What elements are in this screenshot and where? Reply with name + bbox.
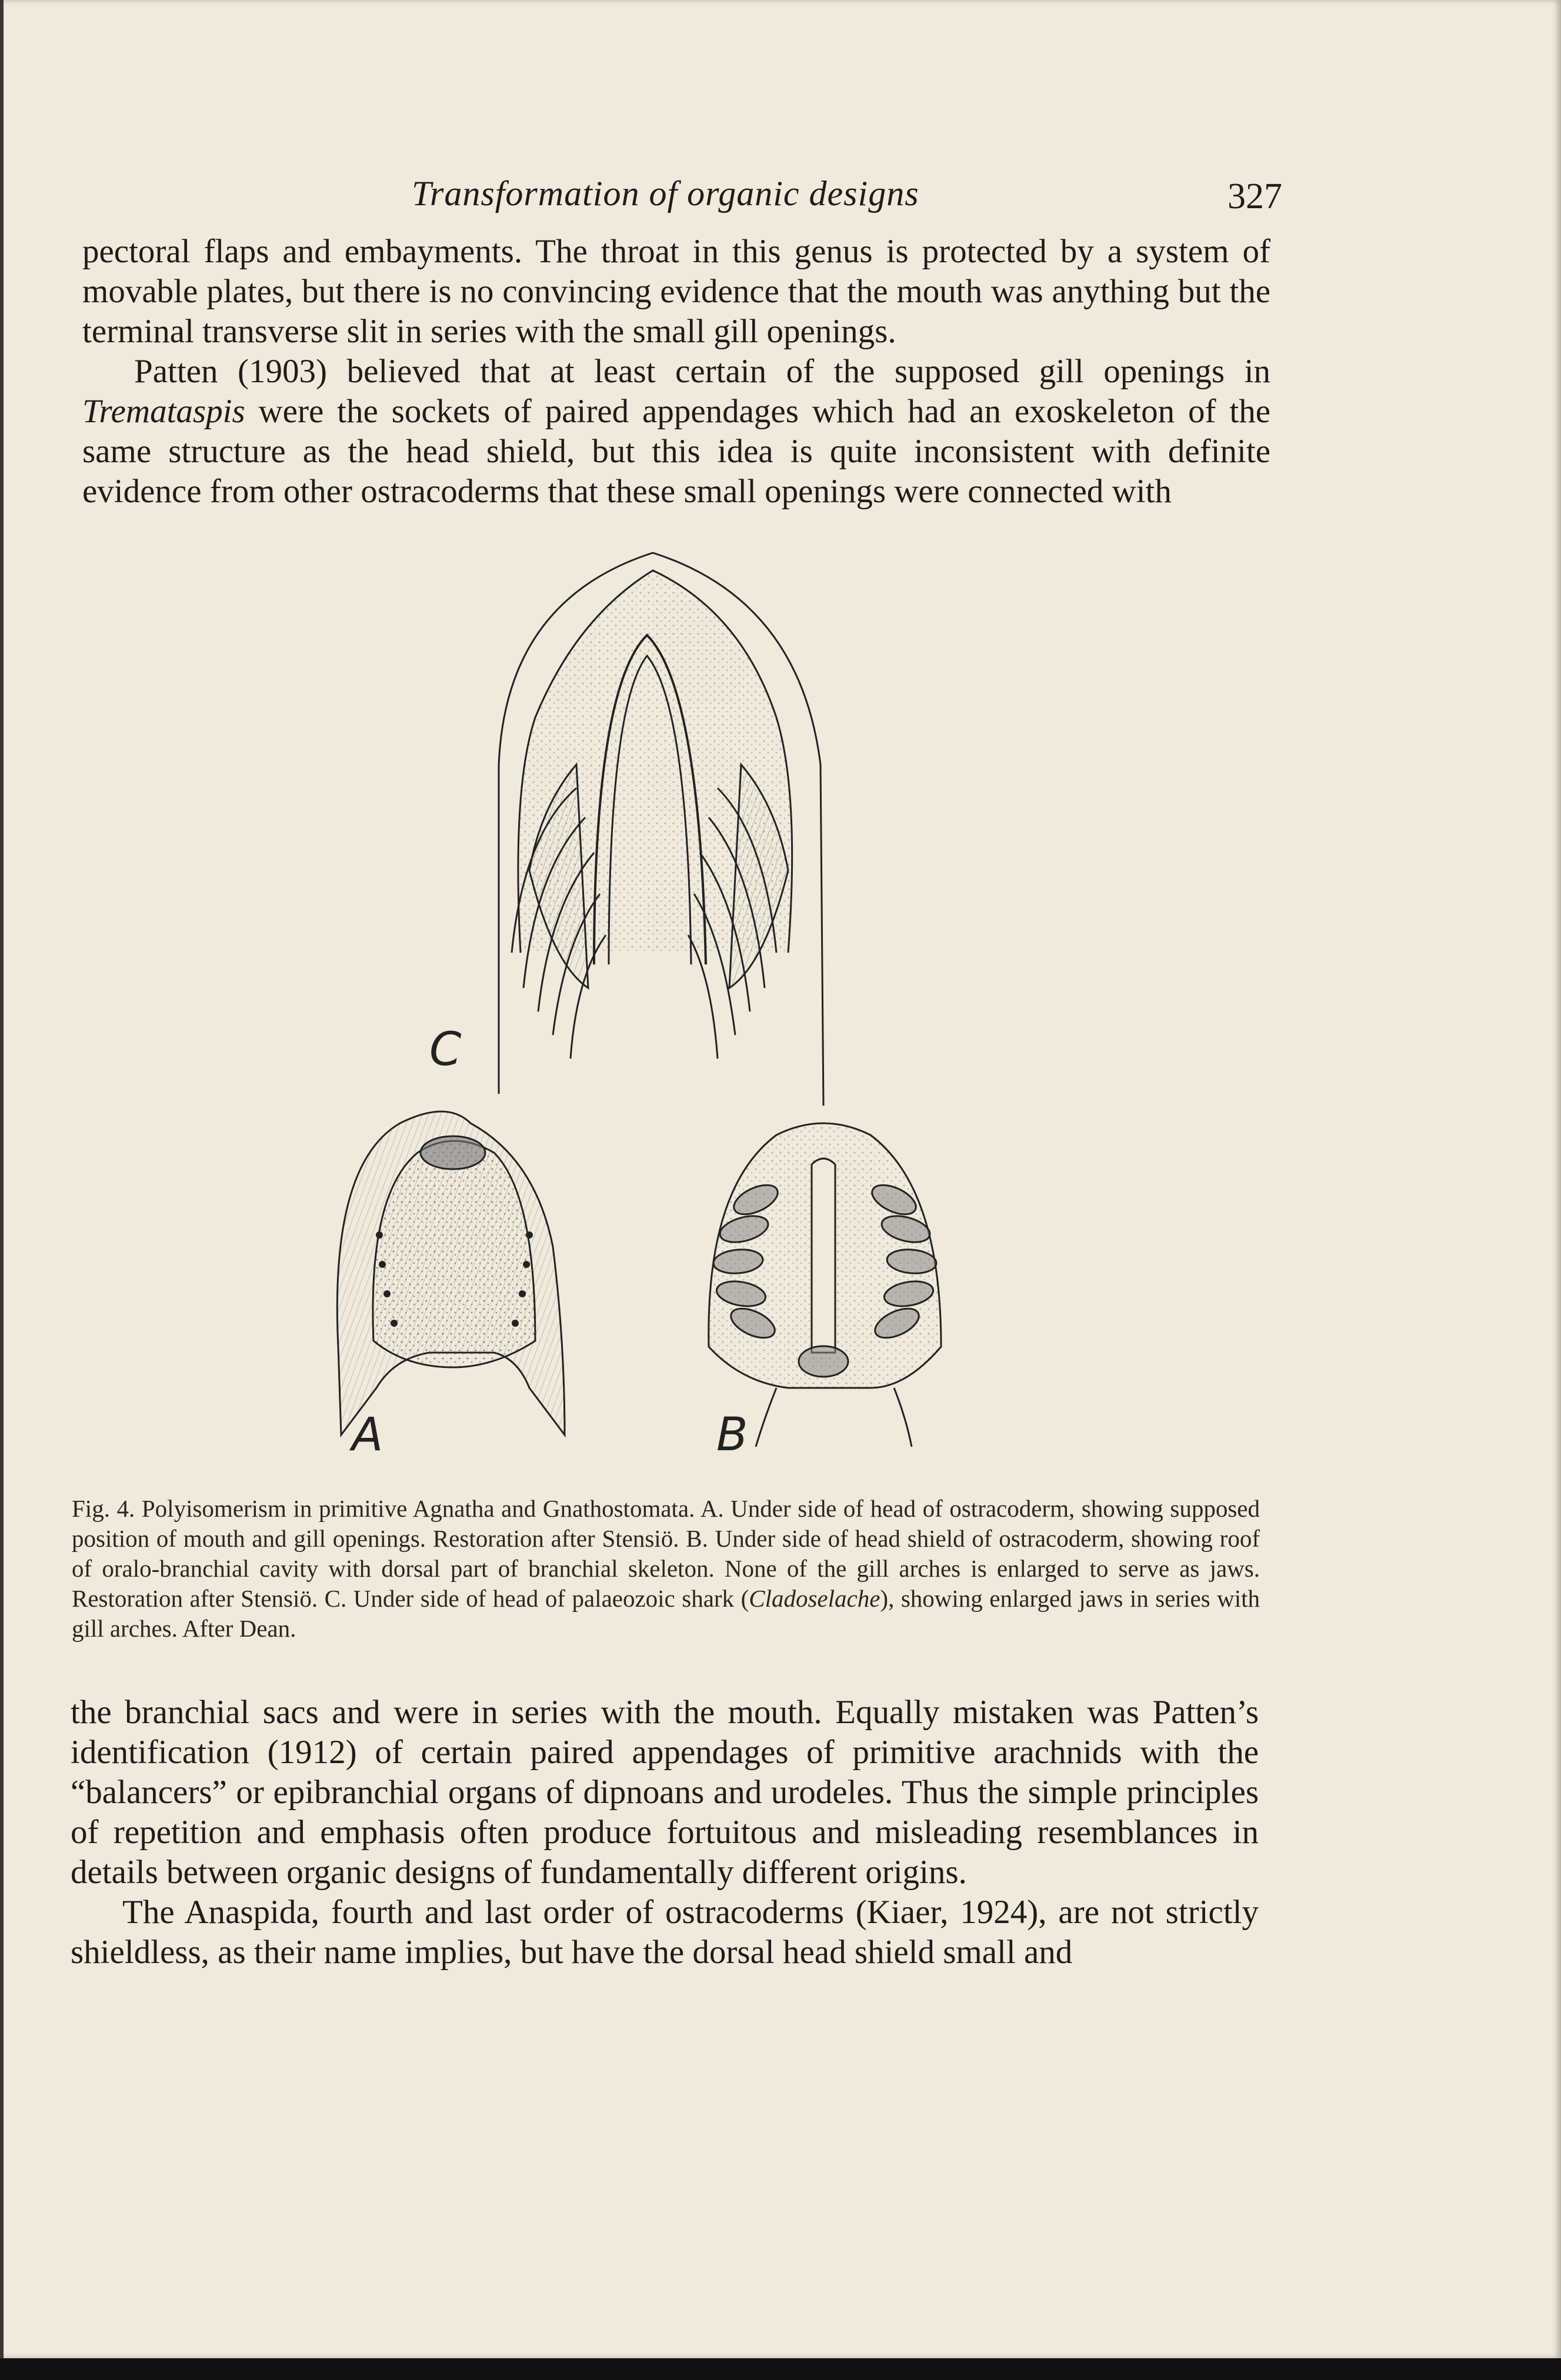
figure-label-b: B [716, 1408, 748, 1461]
drawing-c-shark-head [499, 553, 823, 1106]
paragraph-text: were the sockets of paired appendages which had an exoskeleton of the same structure as the head shield, but this idea is quite inconsistent with definite evidence from other ostracoderms that these small openings were connected with [82, 393, 1270, 510]
paragraph: The Anaspida, fourth and last order of ostracoderms (Kiaer, 1924), are not strictly shieldless, as their name implies, but have the dorsal head shield small and [71, 1894, 1259, 1971]
caption-text: Fig. 4. Polyisomerism in primitive Agnatha and Gnathostomata. A. Under side of head of ostracoderm, showing supposed position of mouth and gill openings. Restoration after Stensiö. B. Under side of head shield of ostracoderm, showing roof of oralo-branchial cavity with dorsal part of branchial skeleton. None of the gill arches is enlarged to serve as jaws. Restoration after Stensiö. C. Under side of head of palaeozoic shark ( [72, 1495, 1260, 1612]
page-left-edge [0, 0, 4, 2358]
running-title: Transformation of organic designs [412, 174, 919, 213]
drawing-b-head-shield [709, 1123, 941, 1447]
page-number: 327 [1228, 176, 1282, 216]
figure-label-a: A [352, 1408, 383, 1461]
top-text-block [82, 232, 1270, 512]
paragraph [82, 352, 1270, 512]
caption-text: ), showing enlarged jaws in series with gill arches. After Dean. [72, 1585, 1260, 1642]
figure-illustration [318, 541, 1023, 1494]
drawing-a-ostracoderm-head [337, 1111, 565, 1435]
figure-4 [318, 541, 1023, 1494]
figure-label-c: C [429, 1023, 462, 1076]
genus-name: Trematаspis [82, 393, 245, 430]
paragraph: pectoral flaps and embayments. The throat in this genus is protected by a system of movable plates, but there is no convincing evidence that the mouth was anything but the terminal transverse slit in series with the small gill openings. [82, 233, 1270, 350]
caption-genus: Cladoselache [749, 1585, 880, 1612]
paragraph-text: Patten (1903) believed that at least certain of the supposed gill openings in [134, 353, 1270, 390]
figure-caption [72, 1494, 1260, 1644]
paragraph: the branchial sacs and were in series with the mouth. Equally mistaken was Patten’s identification (1912) of certain paired appendages of primitive arachnids with the “balancers” or epibranchial organs of dipnoans and urodeles. Thus the simple principles of repetition and emphasis often produce fortuitous and misleading resemblances in details between organic designs of fundamentally different origins. [71, 1694, 1259, 1891]
bottom-text-block [71, 1693, 1259, 1972]
page-header [82, 173, 1282, 226]
scan-bottom-edge [0, 2358, 1561, 2380]
